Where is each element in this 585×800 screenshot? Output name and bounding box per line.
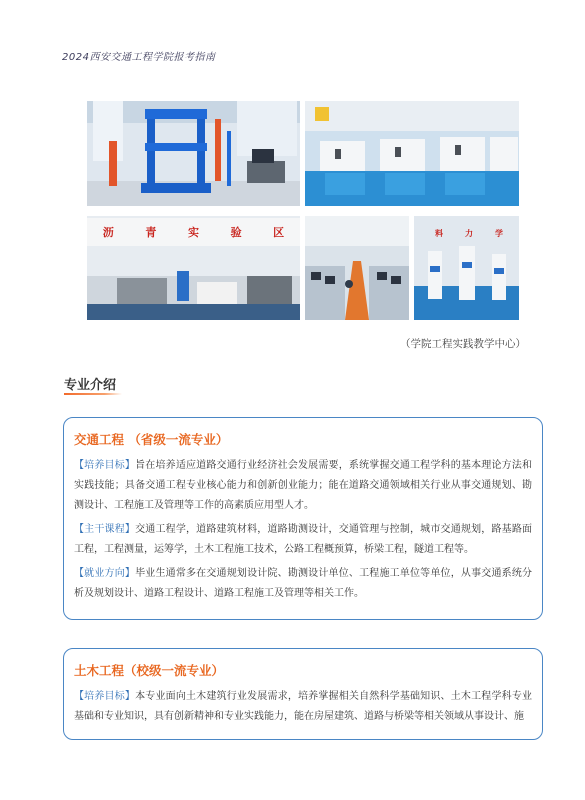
lab-sign-char: 验 bbox=[230, 226, 242, 239]
paragraph-tag: 【培养目标】 bbox=[74, 691, 136, 702]
major-courses-paragraph bbox=[74, 520, 532, 560]
lab-photo-mechanics bbox=[414, 216, 519, 320]
lab-photo-computer-room bbox=[305, 216, 409, 320]
major-card-traffic-engineering bbox=[63, 417, 543, 620]
section-title-underline bbox=[64, 393, 122, 395]
paragraph-tag: 【就业方向】 bbox=[74, 568, 136, 579]
lab-sign-char: 实 bbox=[187, 226, 199, 239]
major-title: 土木工程（校级一流专业） bbox=[74, 663, 225, 678]
lab-sign-char: 力 bbox=[465, 229, 473, 238]
photo-caption: （学院工程实践教学中心） bbox=[400, 338, 526, 350]
major-goal-paragraph bbox=[74, 456, 532, 516]
lab-photo-machine-rows bbox=[305, 101, 519, 206]
lab-sign-char: 料 bbox=[435, 229, 443, 238]
lab-photo-testing-machines bbox=[87, 101, 300, 206]
major-goal-paragraph bbox=[74, 687, 532, 727]
lab-photo-asphalt-area bbox=[87, 216, 300, 320]
lab-sign-char: 区 bbox=[273, 226, 285, 239]
paragraph-tag: 【主干课程】 bbox=[74, 524, 136, 535]
lab-sign-char: 青 bbox=[145, 226, 157, 239]
lab-sign-char: 沥 bbox=[102, 226, 114, 239]
paragraph-tag: 【培养目标】 bbox=[74, 460, 136, 471]
major-employment-paragraph bbox=[74, 564, 532, 604]
major-title: 交通工程 （省级一流专业） bbox=[74, 432, 229, 447]
section-title: 专业介绍 bbox=[64, 378, 117, 393]
lab-sign-char: 学 bbox=[495, 229, 503, 238]
guide-header-title: 2024西安交通工程学院报考指南 bbox=[62, 52, 216, 63]
paragraph-text: 毕业生通常多在交通规划设计院、勘测设计单位、工程施工单位等单位，从事交通系统分析及规划设计、道路工程设计、道路工程施工及管理等相关工作。 bbox=[74, 568, 533, 599]
major-card-civil-engineering bbox=[63, 648, 543, 740]
paragraph-text: 本专业面向土木建筑行业发展需求，培养掌握相关自然科学基础知识、土木工程学科专业基础和专业知识，具有创新精神和专业实践能力，能在房屋建筑、道路与桥梁等相关领域从事设计、施 bbox=[74, 691, 533, 722]
paragraph-text: 交通工程学，道路建筑材料，道路勘测设计，交通管理与控制，城市交通规划，路基路面工程，工程测量，运筹学，土木工程施工技术，公路工程概预算，桥梁工程，隧道工程等。 bbox=[74, 524, 533, 555]
paragraph-text: 旨在培养适应道路交通行业经济社会发展需要，系统掌握交通工程学科的基本理论方法和实践技能；具备交通工程专业核心能力和创新创业能力；能在道路交通领域相关行业从事交通规划、勘测设计、工程施工及管理等工作的高素质应用型人才。 bbox=[74, 460, 533, 511]
